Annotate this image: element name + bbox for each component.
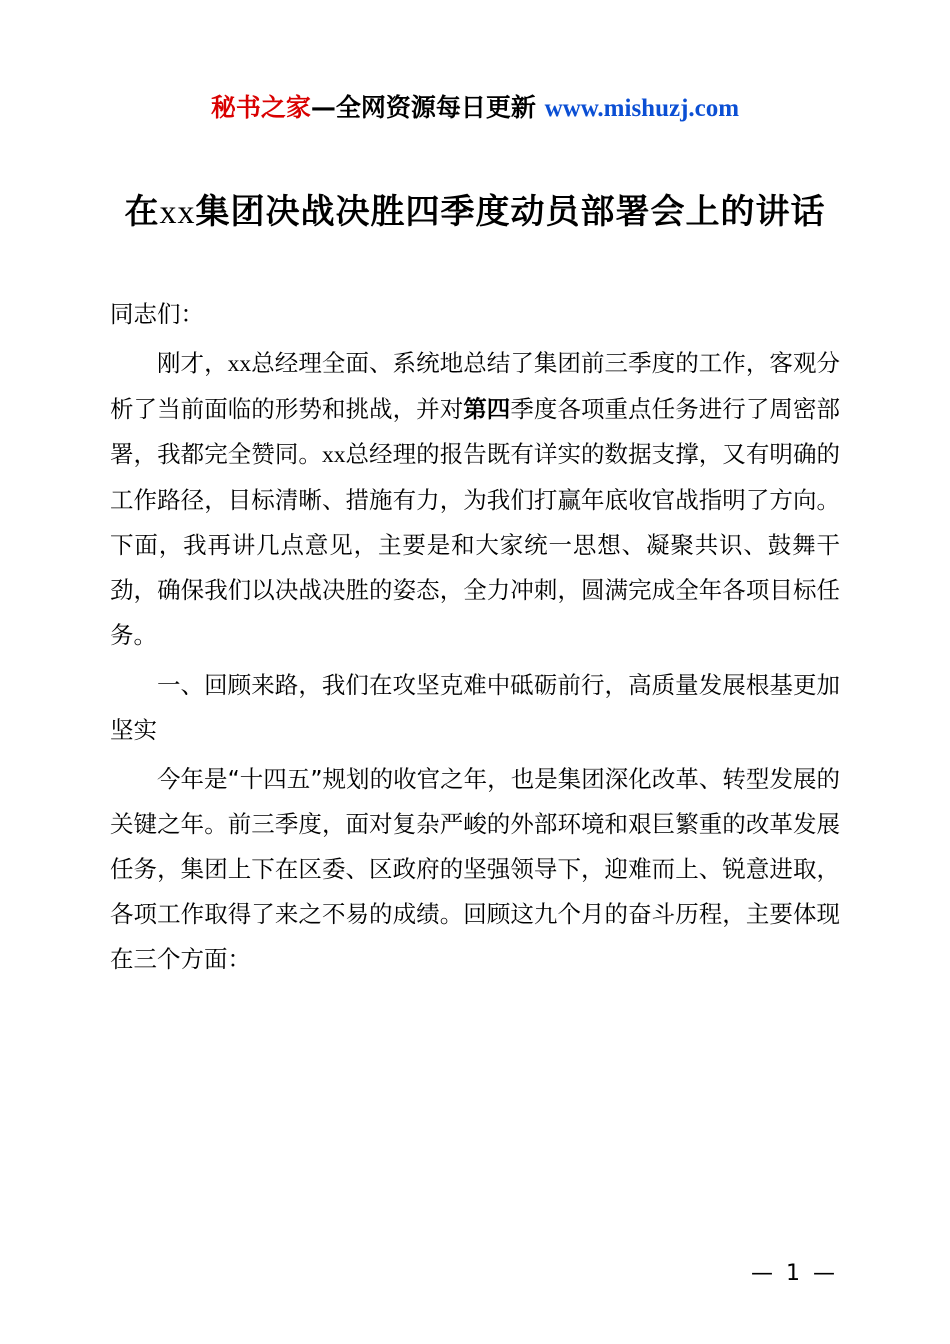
page-number: — 1 — xyxy=(751,1261,838,1286)
page-title xyxy=(110,186,840,240)
site-banner xyxy=(110,88,840,124)
para1-xx-1: xx xyxy=(227,350,252,377)
para1-seg-c: 季度各项重点任务进行了周密部署，我都完全赞同。 xyxy=(110,394,841,469)
para1-xx-2: xx xyxy=(321,442,346,469)
para1-seg-b: 总经理全面、系统地总结了集团前三季度的工作，客观分析了当前面临的形势和挑战，并对 xyxy=(110,348,841,423)
site-url[interactable]: www.mishuzj.com xyxy=(544,95,740,122)
section-heading-1: 一、回顾来路，我们在攻坚克难中砥砺前行，高质量发展根基更加坚实 xyxy=(110,670,840,744)
paragraph-1 xyxy=(110,341,840,659)
salutation: 同志们： xyxy=(110,299,204,328)
title-part-2: 集团决战决胜四季度动员部署会上的讲话 xyxy=(195,192,826,232)
para1-seg-d: 总经理的报告既有详实的数据支撑，又有明确的工作路径，目标清晰、措施有力，为我们打赢年底收官战指明了方向。下面，我再讲几点意见，主要是和大家统一思想、凝聚共识、鼓舞干劲，确保我们以决战决胜的姿态，全力冲刺，圆满完成全年各项目标任务。 xyxy=(110,440,841,650)
paragraph-2: 今年是“十四五”规划的收官之年，也是集团深化改革、转型发展的关键之年。前三季度，面对复杂严峻的外部环境和艰巨繁重的改革发展任务，集团上下在区委、区政府的坚强领导下，迎难而上、锐意进取，各项工作取得了来之不易的成绩。回顾这九个月的奋斗历程，主要体现在三个方面： xyxy=(110,764,840,974)
para1-bold: 第四 xyxy=(463,394,511,423)
site-brand: 秘书之家 xyxy=(210,93,311,122)
document-body xyxy=(110,292,840,983)
para1-seg-a: 刚才， xyxy=(157,348,228,377)
title-xx: xx xyxy=(159,194,196,231)
site-tagline: —全网资源每日更新 xyxy=(310,93,545,122)
title-part-1: 在 xyxy=(124,192,160,232)
